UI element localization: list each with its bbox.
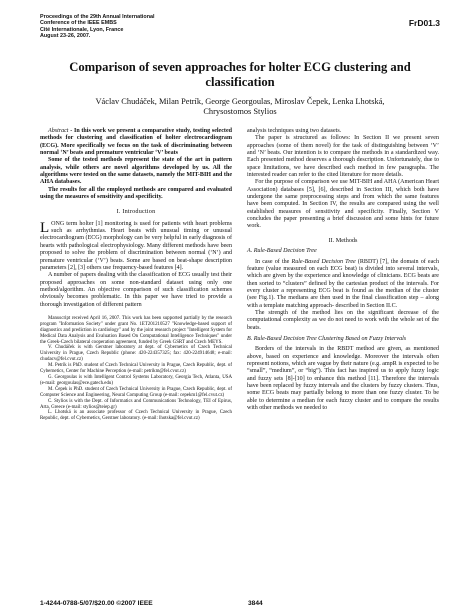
abstract-paragraph: The results for all the employed methods are compared and evaluated using the measures of sensitivity and specificity. [40, 186, 232, 201]
body-paragraph: The strength of the method lies on the significant decrease of the computational complexity as we do not need to work with the whole set of the beats. [247, 309, 439, 331]
intro-text: ONG term holter [1] monitoring is used for patients with heart problems such as arrhythmias. Heart beats with unusual timing or unusual electrocardiogram (ECG) morphology can be very helpful in early diagnosis of hearts with pathological electrophysiology. Many different methods have been proposed to solve the problem of discrimination between normal (‘N’) and premature ventricular (‘V’) beats. Some are based on beat-shape description parameters [2], [3] others use frequency-based features [4]. [40, 220, 232, 271]
right-column [247, 128, 439, 412]
abstract-text: - In this work we present a comparative study, testing selected methods for clustering and classification of holter electrocardiogram (ECG). More specifically we focus on the task of discriminating between normal ‘N’ beats and premature ventricular ‘V’ beats [40, 128, 232, 157]
body-paragraph [247, 259, 439, 310]
paper-title: Comparison of seven approaches for holter ECG clustering and classification [69, 60, 411, 89]
author-line: Chrysostomos Stylios [203, 107, 277, 117]
conference-info [40, 14, 440, 39]
abstract [40, 128, 232, 201]
footnote: G. Georgoulas is with Intelligent Control Systems Laboratory, Georgia Tech, Atlanta, USA (e-mail: georgoulas@ece.gatech.edu) [40, 374, 232, 386]
footnote: C. Stylios is with the Dept. of Informatics and Communications Technology, TEI of Epirus, Arta, Greece (e-mail: stylios@teiep.gr) [40, 398, 232, 410]
footnotes [40, 316, 232, 422]
footnote: M. Petrík is PhD. student of Czech Technical University in Prague, Czech Republic, dept. of Cybernetics, Center for Machine Perception (e-mail: petrikm@fel.cvut.cz) [40, 363, 232, 375]
abstract-paragraph: Some of the tested methods represent the state of the art in pattern analysis, while others are novel algorithms developed by us. All the algorithms were tested on the same datasets, namely the MIT-BIH and the AHA databases. [40, 157, 232, 186]
body-paragraph: For the purpose of comparison we use MIT-BIH and AHA (American Heart Association) databases [5], [6], described in Section III, which both have undergone the same preprocessing steps and from which the same features have been computed. In Section IV, the results are compared using the well established measures of sensitivity and specificity. Finally, Section V concludes the paper presenting a brief discussion and some hints for future work. [247, 179, 439, 230]
conference-line: Cité Internationale, Lyon, France [40, 26, 124, 33]
conference-line: August 23-26, 2007. [40, 32, 91, 39]
left-column [40, 128, 232, 422]
paper-code: FrD01.3 [408, 18, 440, 28]
text-run: (RBDT) [7], the domain of each feature (value measured on each ECG beat) is divided into several intervals, which are given by the experience and knowledge of clinicians. ECG beats are then sorted to “clusters” defined by the cartesian product of the intervals. For every cluster a representing ECG beat is found as the median of the cluster (see Fig.1). The medians are then used in the final classification step – along with a template matching approach- described in Section II.C. [247, 258, 439, 309]
body-paragraph: analysis techniques using two datasets. [247, 128, 342, 134]
conference-header [40, 14, 440, 39]
body-paragraph: The paper is structured as follows: In Section II we present seven approaches (some of them novel) for the task of distinguishing between ‘V’ and ‘N’ beats. Our intention is to compare the methods in a standardized way. Each presented method deserves a thorough description. Unfortunately, due to space limitations, we have described each method in few paragraphs. The interested reader can refer to the cited literature for more details. [247, 135, 439, 179]
drop-cap: L [40, 219, 50, 236]
footnote: M. Čepek is PhD. student of Czech Technical University in Prague, Czech Republic, dept. of Computer Science and Engineering, Neural Computing Group (e-mail: cepekm1@fel.cvut.cz) [40, 386, 232, 398]
subsection-heading-b: B. Rule-Based Decision Tree Clustering Based on Fuzzy Intervals [247, 335, 407, 342]
abstract-paragraph [40, 128, 232, 157]
section-heading-methods: II. Methods [328, 236, 358, 244]
section-heading-introduction: I. Introduction [116, 208, 156, 216]
abstract-label: Abstract [48, 128, 69, 134]
footnote: L. Lhotská is an associate professor of Czech Technical University in Prague, Czech Republic, dept. of Cybernetics, Gerstner laboratory. (e-mail: lhotska@fel.cvut.cz) [40, 410, 232, 422]
italic-term: Rule-Based Decision Tree [291, 258, 356, 265]
footnote: V. Chudáček is with Gerstner laboratory at dept. of Cybernetics of Czech Technical University in Prague, Czech Republic (phone: 420-224357325; fax: 420-224914648; e-mail: chudacv@fel.cvut.cz) [40, 345, 232, 363]
conference-line: Conference of the IEEE EMBS [40, 20, 117, 27]
footnote: Manuscript received April 16, 2007. This work has been supported partially by the research program "Information Society" under grant No. 1ET201210527 "Knowledge-based support of diagnostics and prediction in cardiology" and by the joint research project "Intelligent System for Medical Data Analysis and Evaluation Based On Computational Intelligence Techniques" under the Greek-Czech bilateral cooperation agreement, funded by Greek GSRT and Czech MEYS. [40, 315, 232, 345]
subsection-heading-a: A. Rule-Based Decision Tree [247, 248, 317, 255]
body-paragraph: Borders of the intervals in the RBDT method are given, as mentioned above, based on experience and knowledge. Moreover the intervals often represent notions, which are vague by their nature (e.g. ampR is expected to be “small”, “medium”, or “big”). This fact has inspired us to apply fuzzy logic and fuzzy sets [8]-[10] to enhance this method [11]. Therefore the intervals have been replaced by fuzzy intervals and the clusters by fuzzy clusters. Thus, some ECG beats may partially belong to more than one fuzzy cluster. To be able to determine a median for each fuzzy cluster and to compare the results with other methods we needed to [247, 346, 439, 412]
intro-paragraph: A number of papers dealing with the classification of ECG usually test their proposed approaches on some non-standard dataset using only one method/algorithm. An objective comparison of such classification schemes obviously becomes problematic. In this paper we have tried to provide a thorough investigation of different pattern [40, 272, 232, 308]
text-run: In case of the [255, 258, 292, 265]
author-list [40, 97, 440, 117]
intro-paragraph [40, 221, 232, 272]
page-number: 3844 [248, 600, 263, 607]
author-line: Václav Chudáček, Milan Petrík, George Georgoulas, Miroslav Čepek, Lenka Lhotská, [95, 97, 385, 106]
isbn-copyright: 1-4244-0788-5/07/$20.00 ©2007 IEEE [40, 600, 153, 607]
conference-line: Proceedings of the 29th Annual International [40, 14, 155, 20]
